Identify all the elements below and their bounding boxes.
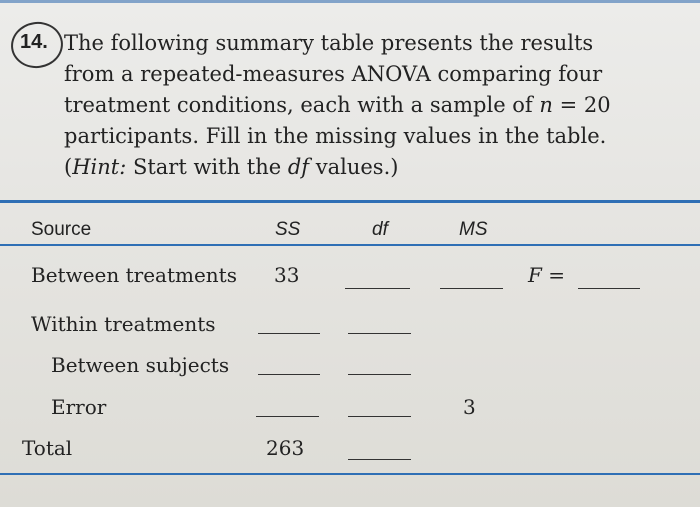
between-subjects-df-blank[interactable] xyxy=(348,374,411,375)
header-ms: MS xyxy=(459,219,488,240)
between-treatments-ms-blank[interactable] xyxy=(440,288,503,289)
hint-text: Start with the xyxy=(126,155,288,179)
between-treatments-df-blank[interactable] xyxy=(345,288,410,289)
total-ss: 263 xyxy=(266,436,305,460)
row-label-within-treatments: Within treatments xyxy=(31,312,216,336)
sample-size-value: = 20 xyxy=(552,93,611,117)
error-df-blank[interactable] xyxy=(348,416,411,417)
row-label-total: Total xyxy=(22,436,73,460)
header-ss: SS xyxy=(275,219,301,240)
hint-df: df xyxy=(287,155,310,179)
row-label-between-treatments: Between treatments xyxy=(31,263,237,287)
sample-size-symbol: n xyxy=(539,93,553,117)
error-ms: 3 xyxy=(463,395,476,419)
table-top-rule xyxy=(0,200,700,203)
hint-text-end: values.) xyxy=(309,155,399,179)
top-rule xyxy=(0,0,700,3)
question-line-3-text: treatment conditions, each with a sample of xyxy=(64,93,540,117)
f-ratio-label: F = xyxy=(528,263,565,287)
f-ratio-blank[interactable] xyxy=(578,288,640,289)
question-line-1: The following summary table presents the results xyxy=(64,31,594,55)
error-ss-blank[interactable] xyxy=(256,416,319,417)
between-treatments-ss: 33 xyxy=(274,263,300,287)
question-line-2: from a repeated-measures ANOVA comparing four xyxy=(64,62,603,86)
table-bottom-rule xyxy=(0,473,700,475)
question-line-5 xyxy=(64,152,644,183)
table-header-rule xyxy=(0,244,700,246)
row-label-error: Error xyxy=(51,395,107,419)
hint-open-paren: ( xyxy=(64,155,73,179)
total-df-blank[interactable] xyxy=(348,459,411,460)
row-label-between-subjects: Between subjects xyxy=(51,353,230,377)
question-text xyxy=(64,28,644,183)
within-treatments-df-blank[interactable] xyxy=(348,333,411,334)
between-subjects-ss-blank[interactable] xyxy=(258,374,320,375)
question-number: 14. xyxy=(20,31,48,53)
question-line-3 xyxy=(64,90,644,121)
header-source: Source xyxy=(31,219,92,240)
within-treatments-ss-blank[interactable] xyxy=(258,333,320,334)
hint-label: Hint: xyxy=(72,155,127,179)
header-df: df xyxy=(372,219,388,240)
question-line-4: participants. Fill in the missing values in the table. xyxy=(64,124,607,148)
